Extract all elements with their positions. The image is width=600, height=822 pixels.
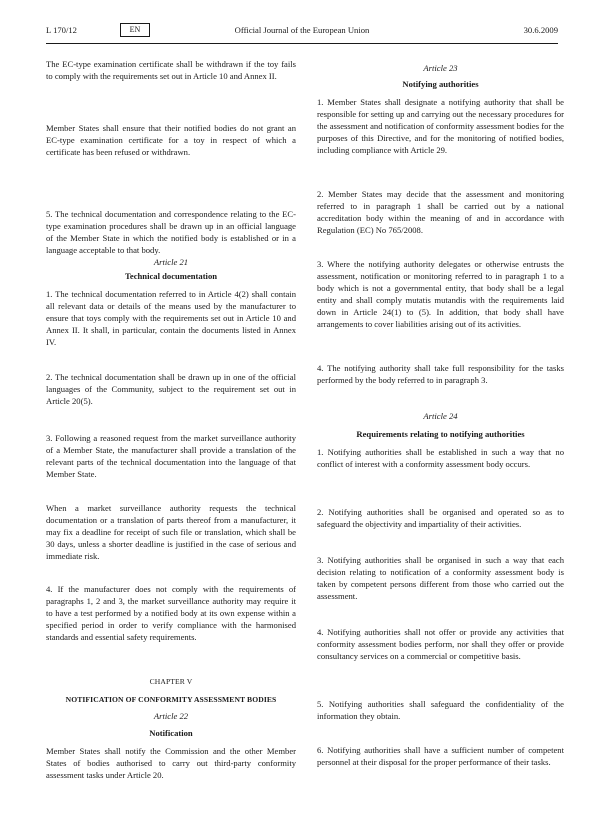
article-label: Article 24 — [423, 411, 458, 421]
journal-title: Official Journal of the European Union — [234, 25, 370, 35]
paragraph: 3. Where the notifying authority delegates or otherwise entrusts the assessment, notification or monitoring referred to in paragraph 1 to a body which is not a governmental entity, that body shall be a legal entity and shall comply mutatis mutandis with the requirements laid down in Article 24(1) to (5). In addition, that body shall have arrangements to cover liabilities arising out of its activities. — [317, 259, 564, 330]
publication-date: 30.6.2009 — [523, 25, 558, 35]
language-badge: EN — [120, 23, 150, 37]
paragraph: 1. Notifying authorities shall be established in such a way that no conflict of interest with a conformity assessment body occurs. — [317, 447, 564, 470]
paragraph: When a market surveillance authority requests the technical documentation or a translation of parts thereof from a manufacturer, it may fix a deadline for receipt of such file or translation, which shall be 30 days, unless a shorter deadline is justified in the case of serious and immediate risk. — [46, 503, 296, 562]
article-label: Article 22 — [153, 711, 189, 721]
article-label: Article 21 — [153, 257, 189, 267]
paragraph: 4. Notifying authorities shall not offer or provide any activities that conformity assessment bodies perform, nor shall they offer or provide consultancy services on a commercial or competitive basis. — [317, 627, 564, 662]
paragraph: 5. Notifying authorities shall safeguard the confidentiality of the information they obtain. — [317, 699, 564, 722]
article-title: Notification — [149, 728, 193, 738]
paragraph: 2. The technical documentation shall be drawn up in one of the official languages of the Community, subject to the requirement set out in Article 20(5). — [46, 372, 296, 407]
article-title: Requirements relating to notifying authorities — [356, 429, 525, 439]
chapter-title: NOTIFICATION OF CONFORMITY ASSESSMENT BODIES — [65, 695, 277, 704]
article-title: Technical documentation — [124, 271, 218, 281]
page-header — [46, 24, 558, 38]
paragraph: Member States shall ensure that their notified bodies do not grant an EC-type examination certificate for a toy in respect of which a certificate has been refused or withdrawn. — [46, 123, 296, 158]
paragraph: 4. The notifying authority shall take full responsibility for the tasks performed by the body referred to in paragraph 3. — [317, 363, 564, 386]
header-rule — [46, 43, 558, 44]
paragraph: The EC-type examination certificate shall be withdrawn if the toy fails to comply with the requirements set out in Article 10 and Annex II. — [46, 59, 296, 82]
paragraph: 2. Member States may decide that the assessment and monitoring referred to in paragraph 1 shall be carried out by a national accreditation body within the meaning of and in accordance with Regulation (EC) No 765/2008. — [317, 189, 564, 236]
paragraph: 1. The technical documentation referred to in Article 4(2) shall contain all relevant data or details of the means used by the manufacturer to ensure that toys comply with the requirements set out in Article 10 and Annex II. It shall, in particular, contain the documents listed in Annex IV. — [46, 289, 296, 348]
chapter-label: CHAPTER V — [149, 677, 193, 686]
paragraph: Member States shall notify the Commission and the other Member States of bodies authorised to carry out third-party conformity assessment tasks under Article 20. — [46, 746, 296, 781]
page-reference: L 170/12 — [46, 25, 77, 35]
paragraph: 5. The technical documentation and correspondence relating to the EC-type examination procedures shall be drawn up in an official language of the Member State in which the notified body is established or in a language acceptable to that body. — [46, 209, 296, 256]
paragraph: 1. Member States shall designate a notifying authority that shall be responsible for setting up and carrying out the necessary procedures for the assessment and notification of conformity assessment bodies for the purposes of this Directive, and for the monitoring of notified bodies, including compliance with Article 29. — [317, 97, 564, 156]
paragraph: 4. If the manufacturer does not comply with the requirements of paragraphs 1, 2 and 3, the market surveillance authority may require it to have a test performed by a notified body at its own expense within a specified period in order to verify compliance with the harmonised standards and essential safety requirements. — [46, 584, 296, 643]
paragraph: 2. Notifying authorities shall be organised and operated so as to safeguard the objectivity and impartiality of their activities. — [317, 507, 564, 530]
article-title: Notifying authorities — [402, 79, 479, 89]
paragraph: 3. Notifying authorities shall be organised in such a way that each decision relating to notification of a conformity assessment body is taken by competent persons different from those who carried out the assessment. — [317, 555, 564, 602]
paragraph: 3. Following a reasoned request from the market surveillance authority of a Member State, the manufacturer shall provide a translation of the relevant parts of the technical documentation into the language of that Member State. — [46, 433, 296, 480]
paragraph: 6. Notifying authorities shall have a sufficient number of competent personnel at their disposal for the proper performance of their tasks. — [317, 745, 564, 768]
article-label: Article 23 — [423, 63, 458, 73]
